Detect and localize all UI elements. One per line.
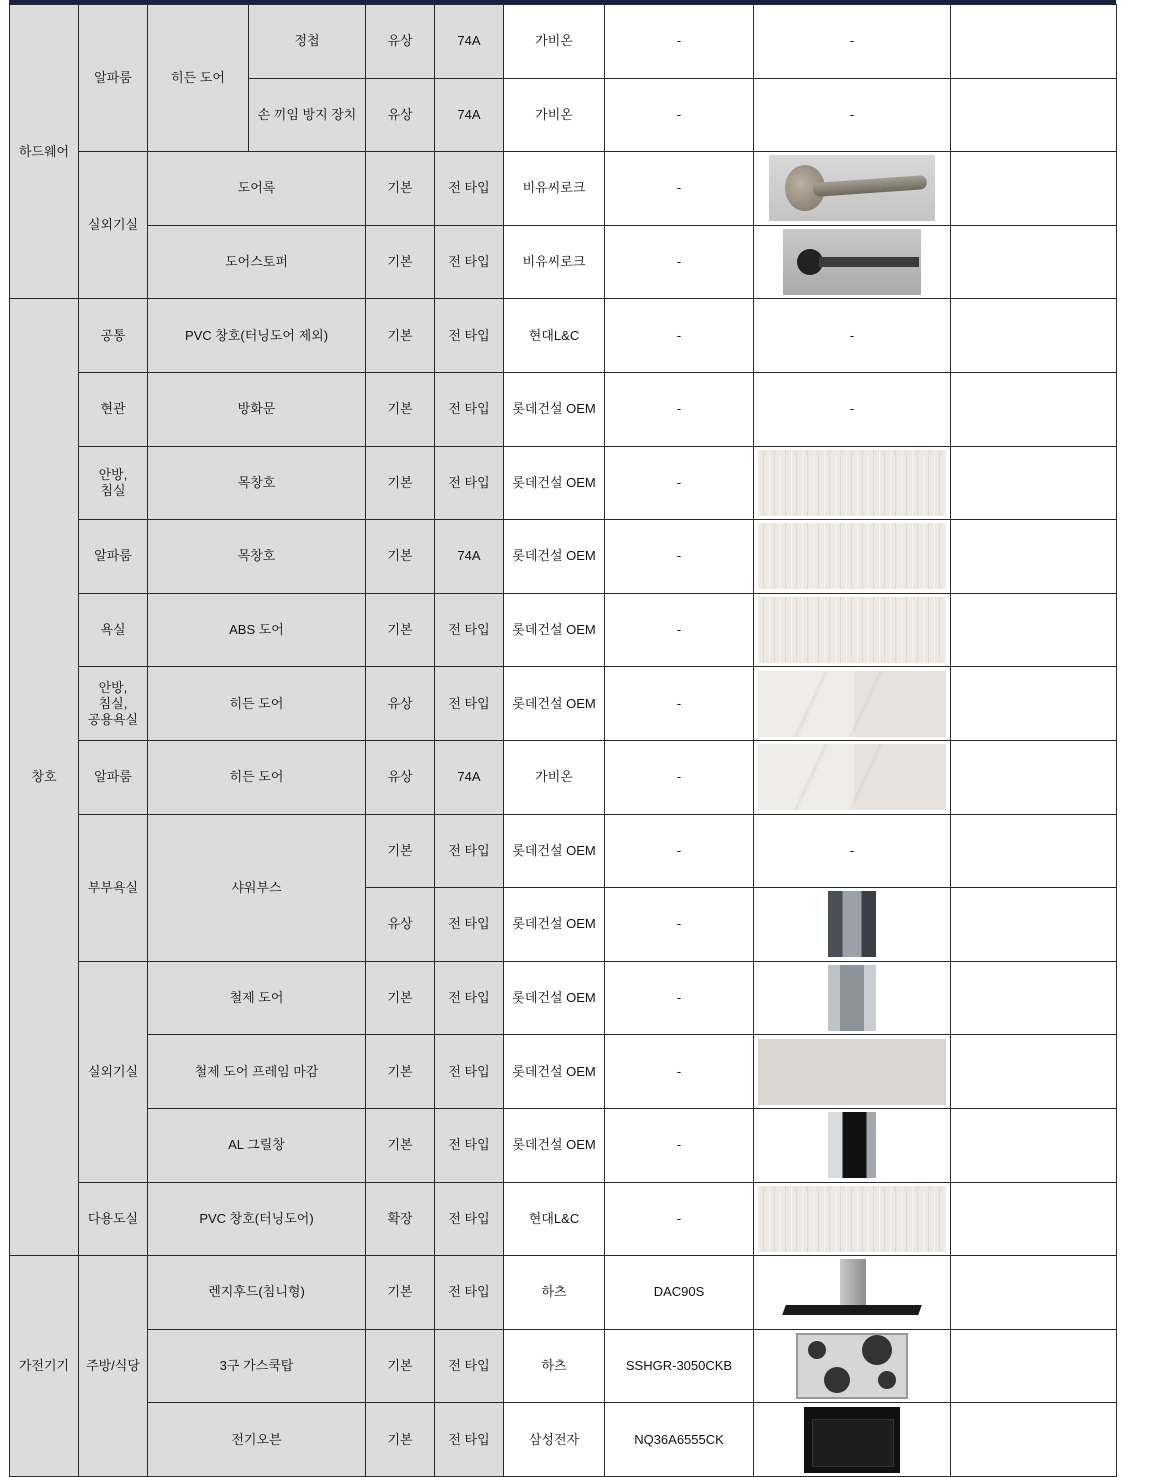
item-cell: 목창호 xyxy=(148,446,366,520)
image-cell xyxy=(754,961,951,1035)
option-cell: 기본 xyxy=(366,1035,435,1109)
table-row xyxy=(10,225,1117,299)
electric-oven-image xyxy=(804,1407,900,1473)
space-cell: 부부욕실 xyxy=(79,814,148,961)
note-cell xyxy=(951,299,1117,373)
frame-swatch-image xyxy=(758,1039,946,1105)
note-cell xyxy=(951,520,1117,594)
shower-booth-image xyxy=(828,891,876,957)
brand-cell: 롯데건설 OEM xyxy=(504,1035,605,1109)
steel-door-image xyxy=(828,965,876,1031)
model-cell: - xyxy=(605,520,754,594)
item-cell: 3구 가스쿡탑 xyxy=(148,1329,366,1403)
type-cell: 74A xyxy=(435,520,504,594)
table-row xyxy=(10,299,1117,373)
gas-cooktop-image xyxy=(796,1333,908,1399)
model-cell: - xyxy=(605,1035,754,1109)
type-cell: 전 타입 xyxy=(435,372,504,446)
item-cell: 도어록 xyxy=(148,152,366,226)
option-cell: 기본 xyxy=(366,814,435,888)
item-cell: 샤워부스 xyxy=(148,814,366,961)
item-cell: 렌지후드(침니형) xyxy=(148,1256,366,1330)
option-cell: 확장 xyxy=(366,1182,435,1256)
space-cell: 안방, 침실 xyxy=(79,446,148,520)
brand-cell: 롯데건설 OEM xyxy=(504,446,605,520)
brand-cell: 현대L&C xyxy=(504,1182,605,1256)
image-cell xyxy=(754,446,951,520)
brand-cell: 하츠 xyxy=(504,1329,605,1403)
note-cell xyxy=(951,225,1117,299)
space-cell: 주방/식당 xyxy=(79,1256,148,1477)
type-cell: 전 타입 xyxy=(435,1182,504,1256)
space-cell: 알파룸 xyxy=(79,5,148,152)
grill-window-image xyxy=(828,1112,876,1178)
image-cell xyxy=(754,1182,951,1256)
type-cell: 전 타입 xyxy=(435,961,504,1035)
table-row xyxy=(10,1403,1117,1477)
note-cell xyxy=(951,78,1117,152)
table-row xyxy=(10,1182,1117,1256)
sub-item-cell: 정첩 xyxy=(249,5,366,79)
space-cell: 공통 xyxy=(79,299,148,373)
item-cell: AL 그릴창 xyxy=(148,1108,366,1182)
marble-swatch-image xyxy=(758,671,946,737)
option-cell: 유상 xyxy=(366,5,435,79)
image-cell: - xyxy=(754,78,951,152)
image-cell xyxy=(754,888,951,962)
table-row xyxy=(10,1329,1117,1403)
note-cell xyxy=(951,888,1117,962)
table-row xyxy=(10,667,1117,741)
table-row xyxy=(10,961,1117,1035)
space-cell: 알파룸 xyxy=(79,740,148,814)
option-cell: 기본 xyxy=(366,593,435,667)
image-cell: - xyxy=(754,5,951,79)
model-cell: - xyxy=(605,372,754,446)
image-cell xyxy=(754,593,951,667)
sub-item-cell: 손 끼임 방지 장치 xyxy=(249,78,366,152)
table-row xyxy=(10,372,1117,446)
wood-swatch-image xyxy=(758,1186,946,1252)
option-cell: 기본 xyxy=(366,1256,435,1330)
item-cell: 히든 도어 xyxy=(148,667,366,741)
type-cell: 전 타입 xyxy=(435,667,504,741)
brand-cell: 가비온 xyxy=(504,740,605,814)
option-cell: 유상 xyxy=(366,888,435,962)
wood-swatch-image xyxy=(758,523,946,589)
image-cell xyxy=(754,1108,951,1182)
type-cell: 전 타입 xyxy=(435,1256,504,1330)
space-cell: 알파룸 xyxy=(79,520,148,594)
brand-cell: 롯데건설 OEM xyxy=(504,961,605,1035)
type-cell: 74A xyxy=(435,5,504,79)
type-cell: 전 타입 xyxy=(435,152,504,226)
model-cell: SSHGR-3050CKB xyxy=(605,1329,754,1403)
type-cell: 전 타입 xyxy=(435,1403,504,1477)
brand-cell: 비유씨로크 xyxy=(504,152,605,226)
model-cell: - xyxy=(605,1182,754,1256)
model-cell: - xyxy=(605,225,754,299)
option-cell: 기본 xyxy=(366,299,435,373)
option-cell: 기본 xyxy=(366,1329,435,1403)
note-cell xyxy=(951,5,1117,79)
note-cell xyxy=(951,372,1117,446)
note-cell xyxy=(951,593,1117,667)
note-cell xyxy=(951,740,1117,814)
wood-swatch-image xyxy=(758,597,946,663)
category-cell: 창호 xyxy=(10,299,79,1256)
model-cell: - xyxy=(605,1108,754,1182)
table-row xyxy=(10,152,1117,226)
type-cell: 전 타입 xyxy=(435,299,504,373)
type-cell: 전 타입 xyxy=(435,1108,504,1182)
option-cell: 유상 xyxy=(366,667,435,741)
model-cell: - xyxy=(605,78,754,152)
option-cell: 기본 xyxy=(366,225,435,299)
option-cell: 기본 xyxy=(366,372,435,446)
table-row xyxy=(10,446,1117,520)
image-cell xyxy=(754,1035,951,1109)
note-cell xyxy=(951,1329,1117,1403)
brand-cell: 롯데건설 OEM xyxy=(504,888,605,962)
type-cell: 전 타입 xyxy=(435,225,504,299)
model-cell: - xyxy=(605,740,754,814)
space-cell: 다용도실 xyxy=(79,1182,148,1256)
table-row xyxy=(10,1035,1117,1109)
note-cell xyxy=(951,1403,1117,1477)
brand-cell: 롯데건설 OEM xyxy=(504,667,605,741)
model-cell: - xyxy=(605,961,754,1035)
item-cell: ABS 도어 xyxy=(148,593,366,667)
type-cell: 74A xyxy=(435,740,504,814)
door-handle-image xyxy=(769,155,935,221)
brand-cell: 현대L&C xyxy=(504,299,605,373)
item-cell: 전기오븐 xyxy=(148,1403,366,1477)
type-cell: 전 타입 xyxy=(435,1035,504,1109)
category-cell: 가전기기 xyxy=(10,1256,79,1477)
image-cell xyxy=(754,152,951,226)
image-cell xyxy=(754,1256,951,1330)
table-row xyxy=(10,1256,1117,1330)
marble-swatch-image xyxy=(758,744,946,810)
option-cell: 기본 xyxy=(366,961,435,1035)
note-cell xyxy=(951,152,1117,226)
image-cell: - xyxy=(754,814,951,888)
option-cell: 유상 xyxy=(366,78,435,152)
brand-cell: 비유씨로크 xyxy=(504,225,605,299)
note-cell xyxy=(951,446,1117,520)
brand-cell: 롯데건설 OEM xyxy=(504,1108,605,1182)
brand-cell: 삼성전자 xyxy=(504,1403,605,1477)
table-row xyxy=(10,5,1117,79)
model-cell: - xyxy=(605,667,754,741)
brand-cell: 가비온 xyxy=(504,5,605,79)
model-cell: NQ36A6555CK xyxy=(605,1403,754,1477)
table-row xyxy=(10,814,1117,888)
spec-table xyxy=(9,4,1117,1477)
model-cell: - xyxy=(605,888,754,962)
item-cell: 도어스토퍼 xyxy=(148,225,366,299)
range-hood-image xyxy=(782,1259,922,1325)
option-cell: 유상 xyxy=(366,740,435,814)
note-cell xyxy=(951,1108,1117,1182)
type-cell: 전 타입 xyxy=(435,446,504,520)
type-cell: 전 타입 xyxy=(435,1329,504,1403)
image-cell xyxy=(754,740,951,814)
type-cell: 전 타입 xyxy=(435,814,504,888)
table-row xyxy=(10,520,1117,594)
category-cell: 하드웨어 xyxy=(10,5,79,299)
image-cell xyxy=(754,1329,951,1403)
image-cell: - xyxy=(754,372,951,446)
brand-cell: 롯데건설 OEM xyxy=(504,372,605,446)
model-cell: - xyxy=(605,593,754,667)
option-cell: 기본 xyxy=(366,446,435,520)
note-cell xyxy=(951,667,1117,741)
image-cell xyxy=(754,667,951,741)
image-cell xyxy=(754,1403,951,1477)
option-cell: 기본 xyxy=(366,520,435,594)
item-cell: 히든 도어 xyxy=(148,5,249,152)
model-cell: - xyxy=(605,446,754,520)
model-cell: - xyxy=(605,299,754,373)
brand-cell: 롯데건설 OEM xyxy=(504,814,605,888)
image-cell: - xyxy=(754,299,951,373)
item-cell: 철제 도어 프레임 마감 xyxy=(148,1035,366,1109)
option-cell: 기본 xyxy=(366,1108,435,1182)
space-cell: 실외기실 xyxy=(79,152,148,299)
item-cell: 히든 도어 xyxy=(148,740,366,814)
type-cell: 전 타입 xyxy=(435,593,504,667)
note-cell xyxy=(951,1256,1117,1330)
option-cell: 기본 xyxy=(366,152,435,226)
type-cell: 74A xyxy=(435,78,504,152)
wood-swatch-image xyxy=(758,450,946,516)
image-cell xyxy=(754,520,951,594)
item-cell: PVC 창호(터닝도어 제외) xyxy=(148,299,366,373)
door-stopper-image xyxy=(783,229,921,295)
type-cell: 전 타입 xyxy=(435,888,504,962)
space-cell: 안방, 침실, 공용욕실 xyxy=(79,667,148,741)
note-cell xyxy=(951,961,1117,1035)
brand-cell: 하츠 xyxy=(504,1256,605,1330)
space-cell: 욕실 xyxy=(79,593,148,667)
brand-cell: 롯데건설 OEM xyxy=(504,520,605,594)
note-cell xyxy=(951,1182,1117,1256)
table-row xyxy=(10,1108,1117,1182)
table-row xyxy=(10,740,1117,814)
option-cell: 기본 xyxy=(366,1403,435,1477)
note-cell xyxy=(951,1035,1117,1109)
model-cell: - xyxy=(605,814,754,888)
item-cell: 목창호 xyxy=(148,520,366,594)
item-cell: PVC 창호(터닝도어) xyxy=(148,1182,366,1256)
model-cell: - xyxy=(605,5,754,79)
note-cell xyxy=(951,814,1117,888)
space-cell: 현관 xyxy=(79,372,148,446)
model-cell: DAC90S xyxy=(605,1256,754,1330)
image-cell xyxy=(754,225,951,299)
brand-cell: 롯데건설 OEM xyxy=(504,593,605,667)
item-cell: 방화문 xyxy=(148,372,366,446)
table-row xyxy=(10,593,1117,667)
item-cell: 철제 도어 xyxy=(148,961,366,1035)
model-cell: - xyxy=(605,152,754,226)
space-cell: 실외기실 xyxy=(79,961,148,1182)
brand-cell: 가비온 xyxy=(504,78,605,152)
